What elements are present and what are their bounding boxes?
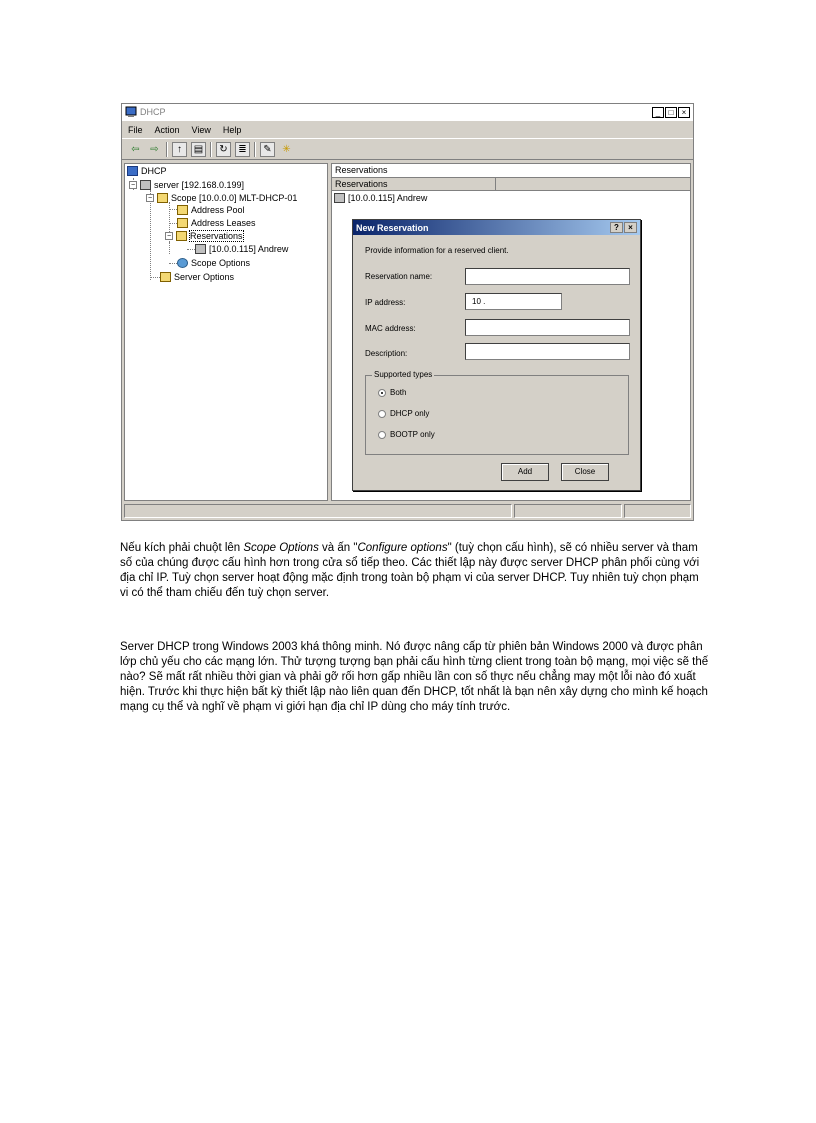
maximize-button[interactable]: □ [665,107,677,118]
tree-label: Address Leases [191,218,256,228]
dialog-titlebar [353,220,640,235]
status-pane [624,504,691,518]
tree-label: Server Options [174,272,235,282]
radio-label: DHCP only [390,409,430,418]
radio-selected-icon [378,389,386,397]
radio-both[interactable] [378,388,406,397]
tree-label: Reservations [190,231,243,241]
radio-dhcp-only[interactable] [378,409,429,418]
tree-item-reservations[interactable] [165,231,243,241]
dhcp-icon [127,166,138,176]
dialog-close-push-button[interactable]: Close [561,463,609,481]
window-titlebar [122,104,693,120]
dialog-intro: Provide information for a reserved client. [365,246,509,255]
list-item[interactable] [332,191,690,204]
description-label: Description: [365,349,408,358]
menu-view[interactable]: View [191,124,211,135]
menu-file[interactable]: File [128,124,143,135]
refresh-icon[interactable]: ↻ [216,142,231,157]
ip-address-label: IP address: [365,298,406,307]
dhcp-app-icon [125,106,137,118]
folder-icon [176,231,187,241]
folder-icon [160,272,171,282]
ip-address-input[interactable]: 10 . [465,293,562,310]
window-title: DHCP [140,107,166,117]
new-reservation-dialog [352,219,641,491]
list-item-label: [10.0.0.115] Andrew [348,192,428,203]
tree-item-scope-options[interactable] [177,258,250,268]
collapse-icon[interactable]: − [130,182,136,189]
options-icon [177,258,188,268]
group-legend: Supported types [374,370,433,379]
radio-label: Both [390,388,407,397]
status-pane [124,504,512,518]
close-button[interactable]: × [678,107,690,118]
add-button[interactable]: Add [501,463,549,481]
tree-item-reservation-entry[interactable] [195,244,288,254]
properties-icon[interactable]: ✎ [260,142,275,157]
client-icon [195,244,206,254]
supported-types-group [365,370,629,455]
column-empty[interactable] [496,178,690,190]
back-arrow-icon[interactable]: ⇦ [131,143,140,155]
tree-item-server[interactable] [129,180,244,190]
client-icon [334,193,345,203]
menu-bar [122,120,693,138]
description-input[interactable] [465,343,630,360]
status-pane [514,504,622,518]
folder-icon [177,205,188,215]
details-header: Reservations [332,164,690,178]
console-tree [124,163,328,501]
tree-label: [10.0.0.115] Andrew [209,244,289,254]
radio-label: BOOTP only [390,430,435,439]
radio-bootp-only[interactable] [378,430,435,439]
export-list-icon[interactable]: ≣ [235,142,250,157]
up-level-icon[interactable]: ↑ [172,142,187,157]
tree-label: DHCP [141,166,167,176]
toolbar-separator [254,142,256,157]
new-item-icon[interactable]: ✳ [282,143,291,155]
forward-arrow-icon[interactable]: ⇨ [150,143,159,155]
paragraph-1 [120,541,710,601]
dialog-close-button[interactable]: × [624,222,637,233]
toolbar [122,138,693,160]
folder-icon [177,218,188,228]
tree-item-dhcp[interactable] [127,166,167,176]
radio-icon [378,410,386,418]
mac-address-input[interactable] [465,319,630,336]
menu-action[interactable]: Action [154,124,180,135]
radio-icon [378,431,386,439]
column-headers [332,178,690,191]
collapse-icon[interactable]: − [147,195,153,202]
menu-help[interactable]: Help [222,124,242,135]
toolbar-separator [166,142,168,157]
tree-label: Address Pool [191,205,245,215]
reservation-name-input[interactable] [465,268,630,285]
text-run: " (tuỳ chọn cấu hình), sẽ có nhiều server và tham số của chúng được cấu hình hơn trong cửa sổ tiếp theo. Các thiết lập này được server DHCP phân phối cùng với địa chỉ IP. Tuỳ chọn server hoạt động mặc định trong toàn bộ phạm vi của server DHCP. Tuy nhiên tuỳ chọn phạm vi có thể tham chiếu đến tuỳ chọn server. [120,542,700,599]
server-icon [140,180,151,190]
tree-label: Scope Options [191,258,251,268]
help-button[interactable]: ? [610,222,623,233]
tree-label: server [192.168.0.199] [154,180,245,190]
toolbar-separator [210,142,212,157]
text-run: và ấn " [318,542,358,554]
tree-label: Scope [10.0.0.0] MLT-DHCP-01 [171,193,298,203]
reservation-name-label: Reservation name: [365,272,433,281]
emphasis-scope-options: Scope Options [243,542,319,554]
dialog-title: New Reservation [356,222,429,233]
tree-item-scope[interactable] [146,193,297,203]
minimize-button[interactable]: _ [652,107,664,118]
show-hide-tree-icon[interactable]: ▤ [191,142,206,157]
folder-icon [157,193,168,203]
emphasis-configure-options: Configure options [357,542,448,554]
tree-item-server-options[interactable] [160,272,234,282]
paragraph-2: Server DHCP trong Windows 2003 khá thông minh. Nó được nâng cấp từ phiên bản Windows 2000 và được phân lớp chủ yếu cho các mạng lớn. Thử tượng tượng bạn phải cấu hình từng client trong toàn bộ mạng, mọi việc sẽ thế nào? Sẽ mất rất nhiều thời gian và phải gỡ rối hơn gấp nhiều lần con số thực nếu chẳng may một lỗi nào đó xuất hiện. Trước khi thực hiện bất kỳ thiết lập nào liên quan đến DHCP, tốt nhất là bạn nên xây dựng cho mình kế hoạch mạng cụ thể và nghĩ về phạm vi giới hạn địa chỉ IP dùng cho máy tính trước. [120,641,709,713]
status-bar [124,504,691,518]
tree-item-address-pool[interactable] [177,205,245,215]
text-run: Nếu kích phải chuột lên [120,542,244,554]
column-reservations[interactable]: Reservations [332,178,496,190]
tree-item-address-leases[interactable] [177,218,256,228]
collapse-icon[interactable]: − [166,233,172,240]
mac-address-label: MAC address: [365,324,416,333]
